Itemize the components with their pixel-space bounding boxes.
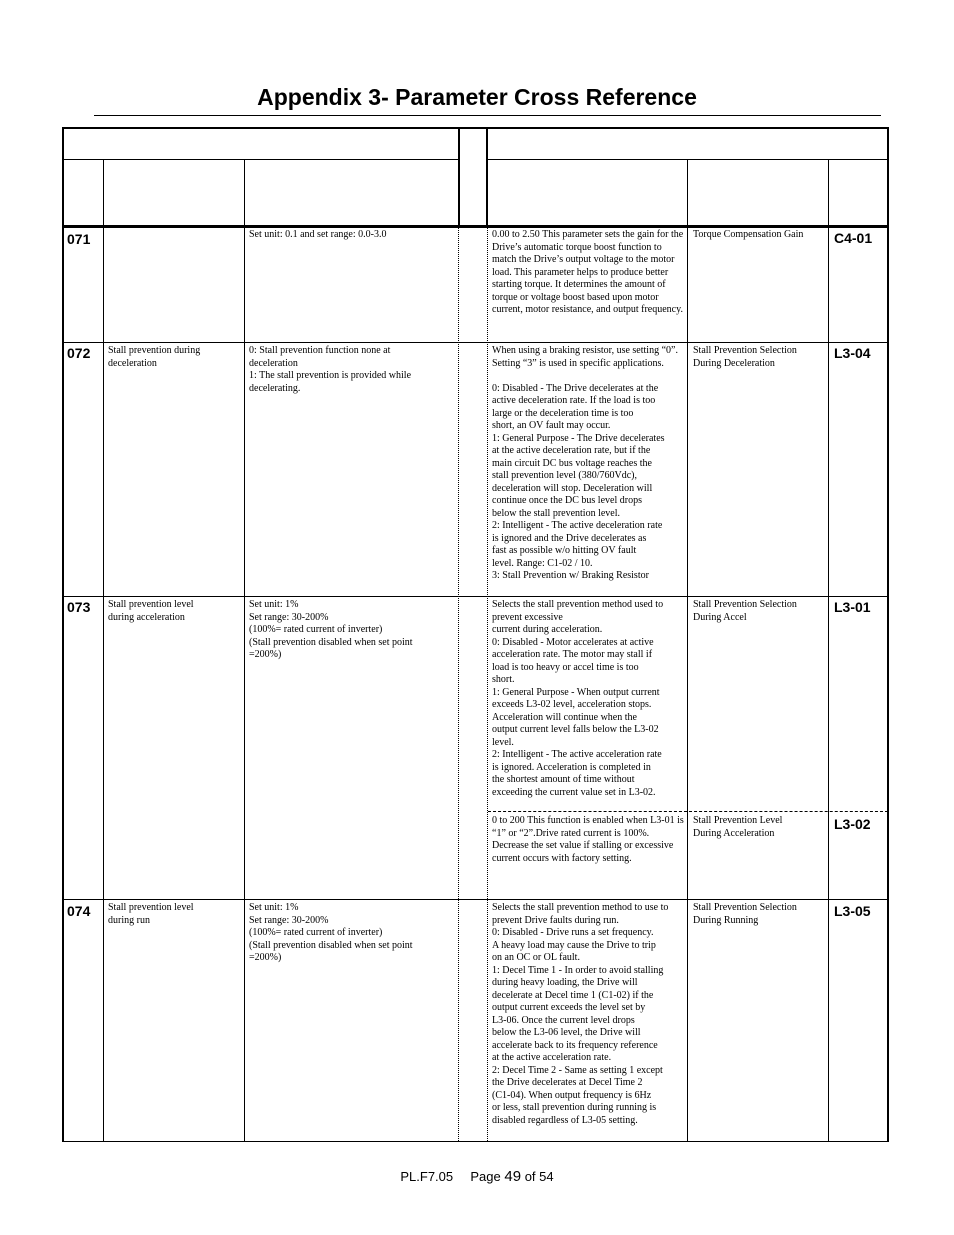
header-gap-left — [458, 127, 460, 227]
row-072-setting: 0: Stall prevention function none at deceleration 1: The stall prevention is provided while decelerating. — [249, 345, 412, 394]
row-074-parameter-name: Stall Prevention Selection During Running — [693, 902, 797, 926]
row-072-parameter-code: L3-04 — [834, 345, 871, 361]
page-title: Appendix 3- Parameter Cross Reference — [257, 84, 697, 110]
header-col-sep-3 — [687, 160, 688, 226]
row-072-parameter-name: Stall Prevention Selection During Deceleration — [693, 345, 797, 369]
title-rule — [94, 115, 881, 116]
row-sep-074 — [62, 899, 889, 900]
footer-page-number: 49 — [504, 1168, 522, 1185]
row-073-number: 073 — [67, 599, 91, 615]
page-footer — [0, 1168, 954, 1185]
header-col-sep-4 — [828, 160, 829, 226]
row-071-number: 071 — [67, 231, 91, 247]
row-074-setting: Set unit: 1% Set range: 30-200% (100%= rated current of inverter) (Stall prevention disabled when set point =200%) — [249, 902, 413, 963]
gap-dotted-left — [458, 228, 459, 1141]
header-gap-right — [486, 127, 488, 227]
body-col-sep-2 — [244, 227, 245, 1142]
footer-doc-id: PL.F7.05 — [400, 1169, 454, 1184]
row-074-number: 074 — [67, 903, 91, 919]
row-074-description: Selects the stall prevention method to use to prevent Drive faults during run. 0: Disabled - Drive runs a set frequency. A heavy load may cause the Drive to trip on an OC or OL fault. 1: Decel Time 1 - In order to avoid stalling during heavy loading, the Drive will decelerate at Decel time 1 (C1-02) if the output current exceeds the level set by L3-06. Once the current level drops below the L3-06 level, the Drive will accelerate back to its frequency reference at the active acceleration rate. 2: Decel Time 2 - Same as setting 1 except the Drive decelerates at Decel Time 2 (C1-04). When output frequency is 6Hz or less, stall prevention during running is disabled regardless of L3-05 setting. — [492, 902, 669, 1126]
row-074-parameter-code: L3-05 — [834, 903, 871, 919]
row-071-description: 0.00 to 2.50 This parameter sets the gain for the Drive’s automatic torque boost function to match the Drive’s output voltage to the motor load. This parameter helps to produce better starting torque. It determines the amount of torque or voltage boost based upon motor current, motor resistance, and output frequency. — [492, 229, 684, 315]
footer-page-total: of 54 — [524, 1169, 554, 1184]
body-col-sep-1 — [103, 227, 104, 1142]
row-074-function: Stall prevention level during run — [108, 902, 194, 926]
table-border-left — [62, 127, 64, 1142]
row-073-description: Selects the stall prevention method used to prevent excessive current during acceleration. 0: Disabled - Motor accelerates at active acceleration rate. The motor may stall if load is too heavy or accel time is too short. 1: General Purpose - When output current exceeds L3-02 level, acceleration stops. Acceleration will continue when the output current level falls below the L3-02 level. 2: Intelligent - The active acceleration rate is ignored. Acceleration is completed in the shortest amount of time without exceeding the current value set in L3-02. — [492, 599, 664, 798]
header-bottom-rule — [62, 225, 889, 228]
row-073-setting: Set unit: 1% Set range: 30-200% (100%= rated current of inverter) (Stall prevention disabled when set point =200%) — [249, 599, 413, 660]
footer-page-label: Page — [470, 1169, 501, 1184]
body-col-sep-4 — [828, 227, 829, 1142]
header-subrule-left — [62, 159, 459, 160]
row-073-parameter-code: L3-01 — [834, 599, 871, 615]
cross-reference-table — [62, 127, 889, 1142]
table-border-top — [62, 127, 889, 129]
row-sep-073 — [62, 596, 889, 597]
row-sep-072 — [62, 342, 889, 343]
row-073-function: Stall prevention level during acceleration — [108, 599, 194, 623]
gap-dotted-right — [487, 228, 488, 1141]
row-073b-parameter-code: L3-02 — [834, 816, 871, 832]
row-071-setting: Set unit: 0.1 and set range: 0.0-3.0 — [249, 229, 387, 240]
header-col-sep-2 — [244, 160, 245, 226]
row-073-parameter-name: Stall Prevention Selection During Accel — [693, 599, 797, 623]
row-071-parameter-code: C4-01 — [834, 230, 873, 246]
row-072-description: When using a braking resistor, use setting “0”. Setting “3” is used in specific applications. 0: Disabled - The Drive decelerates at the active deceleration rate. If the load is too large or the deceleration time is too short, an OV fault may occur. 1: General Purpose - The Drive decelerates at the active deceleration rate, but if the main circuit DC bus voltage reaches the stall prevention level (380/760Vdc), deceleration will stop. Deceleration will continue once the DC bus level drops below the stall prevention level. 2: Intelligent - The active deceleration rate is ignored and the Drive decelerates as fast as possible w/o hitting OV fault level. Range: C1-02 / 10. 3: Stall Prevention w/ Braking Resistor — [492, 345, 678, 581]
row-sep-073-sub — [488, 811, 888, 812]
row-072-function: Stall prevention during deceleration — [108, 345, 201, 369]
row-073b-parameter-name: Stall Prevention Level During Acceleration — [693, 815, 783, 839]
table-border-right — [887, 127, 889, 1142]
row-072-number: 072 — [67, 345, 91, 361]
table-border-bottom — [62, 1141, 889, 1142]
body-col-sep-3 — [687, 227, 688, 1142]
row-071-parameter-name: Torque Compensation Gain — [693, 229, 804, 240]
header-col-sep-1 — [103, 160, 104, 226]
row-073b-description: 0 to 200 This function is enabled when L3-01 is “1” or “2”.Drive rated current is 100%. Decrease the set value if stalling or excessive current occurs with factory setting. — [492, 815, 684, 864]
